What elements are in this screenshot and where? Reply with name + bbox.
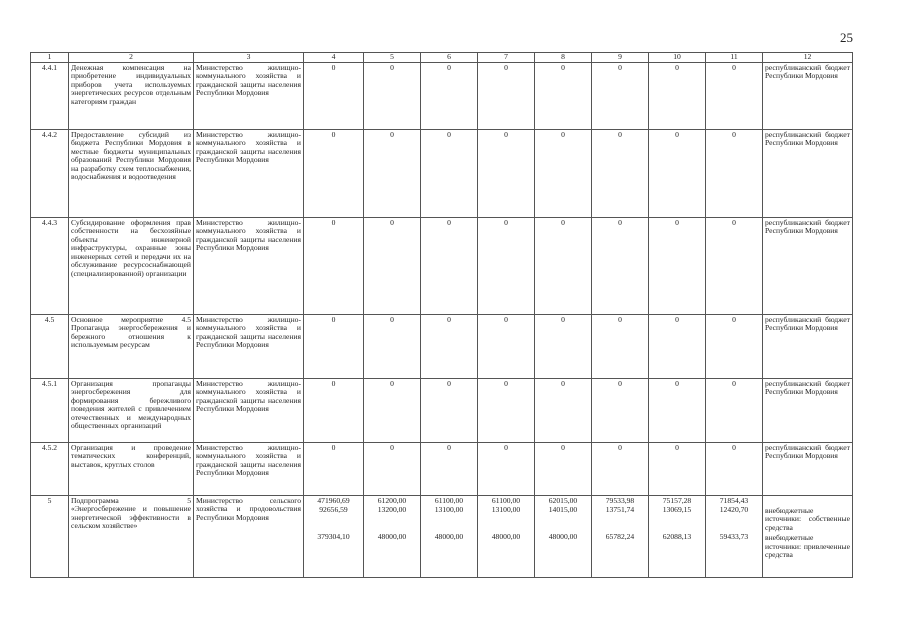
activity-name-cell: Организация и проведение тематических конференций, выставок, круглых столов xyxy=(69,442,194,495)
value-line: 48000,00 xyxy=(377,531,407,541)
column-header: 12 xyxy=(763,53,853,63)
activity-name-cell: Подпрограмма 5 «Энергосбережение и повышение энергетической эффективности в сельском хозяйстве» xyxy=(69,495,194,577)
value-line: 13200,00 xyxy=(377,505,407,514)
value-line: 71854,43 xyxy=(719,495,749,505)
value-stack-cell xyxy=(706,495,763,577)
program-table xyxy=(30,52,853,578)
value-line: 14015,00 xyxy=(548,505,578,514)
row-number-cell: 4.5 xyxy=(31,314,69,378)
value-cell: 0 xyxy=(364,314,421,378)
value-cell: 0 xyxy=(592,378,649,442)
value-cell: 0 xyxy=(304,442,364,495)
value-cell: 0 xyxy=(421,442,478,495)
value-line: 79533,98 xyxy=(605,495,635,505)
activity-name-cell: Денежная компенсация на приобретение индивидуальных приборов учета используемых энергетических ресурсов отдельным категориям граждан xyxy=(69,62,194,129)
value-cell: 0 xyxy=(304,217,364,314)
value-cell: 0 xyxy=(706,62,763,129)
column-header: 8 xyxy=(535,53,592,63)
value-cell: 0 xyxy=(421,378,478,442)
value-cell: 0 xyxy=(478,314,535,378)
column-header: 5 xyxy=(364,53,421,63)
value-line: 65782,24 xyxy=(605,531,635,541)
value-line: 61100,00 xyxy=(434,495,464,505)
table-row xyxy=(31,129,853,217)
value-line: 48000,00 xyxy=(491,531,521,541)
table-row xyxy=(31,62,853,129)
value-cell: 0 xyxy=(364,442,421,495)
value-cell: 0 xyxy=(478,442,535,495)
funding-source-cell: республиканский бюджет Республики Мордовия xyxy=(763,62,853,129)
value-cell: 0 xyxy=(478,378,535,442)
value-line: 13100,00 xyxy=(434,505,464,514)
value-cell: 0 xyxy=(421,314,478,378)
column-header: 2 xyxy=(69,53,194,63)
value-line: 13069,15 xyxy=(662,505,692,514)
column-header: 9 xyxy=(592,53,649,63)
value-line: 62015,00 xyxy=(548,495,578,505)
value-line: 48000,00 xyxy=(548,531,578,541)
row-number-cell: 4.4.3 xyxy=(31,217,69,314)
column-header: 3 xyxy=(194,53,304,63)
value-cell: 0 xyxy=(706,442,763,495)
row-number-cell: 5 xyxy=(31,495,69,577)
page-number: 25 xyxy=(840,30,853,45)
column-header: 4 xyxy=(304,53,364,63)
funding-source-line: внебюджетные источники: привлеченные средства xyxy=(765,533,850,559)
value-line: 48000,00 xyxy=(434,531,464,541)
value-stack-cell xyxy=(649,495,706,577)
value-line: 59433,73 xyxy=(719,531,749,541)
executor-cell: Министерство жилищно-коммунального хозяйства и гражданской защиты населения Республики Мордовия xyxy=(194,62,304,129)
value-cell: 0 xyxy=(478,62,535,129)
value-cell: 0 xyxy=(421,217,478,314)
column-header: 11 xyxy=(706,53,763,63)
row-number-cell: 4.5.1 xyxy=(31,378,69,442)
executor-cell: Министерство жилищно-коммунального хозяйства и гражданской защиты населения Республики Мордовия xyxy=(194,217,304,314)
value-cell: 0 xyxy=(421,62,478,129)
value-cell: 0 xyxy=(535,129,592,217)
value-cell: 0 xyxy=(592,217,649,314)
value-line: 13751,74 xyxy=(605,505,635,514)
value-cell: 0 xyxy=(706,217,763,314)
executor-cell: Министерство жилищно-коммунального хозяйства и гражданской защиты населения Республики Мордовия xyxy=(194,378,304,442)
value-cell: 0 xyxy=(649,217,706,314)
funding-source-cell: республиканский бюджет Республики Мордовия xyxy=(763,129,853,217)
value-cell: 0 xyxy=(649,442,706,495)
value-cell: 0 xyxy=(364,217,421,314)
value-stack-cell xyxy=(478,495,535,577)
value-cell: 0 xyxy=(649,378,706,442)
row-number-cell: 4.4.1 xyxy=(31,62,69,129)
value-cell: 0 xyxy=(364,62,421,129)
value-cell: 0 xyxy=(649,314,706,378)
value-cell: 0 xyxy=(592,314,649,378)
value-cell: 0 xyxy=(304,129,364,217)
executor-cell: Министерство сельского хозяйства и продовольствия Республики Мордовия xyxy=(194,495,304,577)
funding-source-cell: республиканский бюджет Республики Мордовия xyxy=(763,378,853,442)
value-cell: 0 xyxy=(592,442,649,495)
value-cell: 0 xyxy=(304,62,364,129)
value-cell: 0 xyxy=(535,378,592,442)
column-number-row xyxy=(31,53,853,63)
value-cell: 0 xyxy=(535,314,592,378)
value-cell: 0 xyxy=(304,314,364,378)
column-header: 6 xyxy=(421,53,478,63)
funding-source-cell xyxy=(763,495,853,577)
table-row xyxy=(31,378,853,442)
value-cell: 0 xyxy=(706,314,763,378)
funding-source-line: внебюджетные источники: собственные средства xyxy=(765,505,850,532)
funding-source-line xyxy=(765,497,850,505)
column-header: 10 xyxy=(649,53,706,63)
activity-name-cell: Субсидирование оформления прав собственности на бесхозяйные объекты инженерной инфраструктуры, охранные зоны инженерных сетей и передачи их на обслуживание ресурсоснабжающей (специализированной) организации xyxy=(69,217,194,314)
activity-name-cell: Организация пропаганды энергосбережения для формирования бережливого поведения жителей с привлечением отечественных и международных общественных организаций xyxy=(69,378,194,442)
table-row-subprogram xyxy=(31,495,853,577)
value-line: 92656,59 xyxy=(319,505,348,514)
value-cell: 0 xyxy=(364,129,421,217)
value-line: 61100,00 xyxy=(491,495,521,505)
value-line: 13100,00 xyxy=(491,505,521,514)
executor-cell: Министерство жилищно-коммунального хозяйства и гражданской защиты населения Республики Мордовия xyxy=(194,442,304,495)
value-cell: 0 xyxy=(535,62,592,129)
value-cell: 0 xyxy=(421,129,478,217)
value-cell: 0 xyxy=(592,62,649,129)
table-row xyxy=(31,314,853,378)
value-stack-cell xyxy=(592,495,649,577)
row-number-cell: 4.5.2 xyxy=(31,442,69,495)
value-cell: 0 xyxy=(364,378,421,442)
table-row xyxy=(31,217,853,314)
funding-source-cell: республиканский бюджет Республики Мордовия xyxy=(763,217,853,314)
activity-name-cell: Основное мероприятие 4.5 Пропаганда энергосбережения и бережного отношения к используемым ресурсам xyxy=(69,314,194,378)
value-cell: 0 xyxy=(649,129,706,217)
table-row xyxy=(31,442,853,495)
funding-source-cell: республиканский бюджет Республики Мордовия xyxy=(763,442,853,495)
funding-source-cell: республиканский бюджет Республики Мордовия xyxy=(763,314,853,378)
value-stack-cell xyxy=(535,495,592,577)
value-stack-cell xyxy=(421,495,478,577)
value-stack-cell xyxy=(364,495,421,577)
value-line: 61200,00 xyxy=(377,495,407,505)
column-header: 7 xyxy=(478,53,535,63)
value-line: 62088,13 xyxy=(662,531,692,541)
value-cell: 0 xyxy=(592,129,649,217)
value-line: 12420,70 xyxy=(719,505,749,514)
executor-cell: Министерство жилищно-коммунального хозяйства и гражданской защиты населения Республики Мордовия xyxy=(194,129,304,217)
value-cell: 0 xyxy=(706,378,763,442)
column-header: 1 xyxy=(31,53,69,63)
value-cell: 0 xyxy=(649,62,706,129)
value-line: 75157,28 xyxy=(662,495,692,505)
value-cell: 0 xyxy=(535,217,592,314)
value-cell: 0 xyxy=(304,378,364,442)
value-cell: 0 xyxy=(706,129,763,217)
value-stack-cell xyxy=(304,495,364,577)
row-number-cell: 4.4.2 xyxy=(31,129,69,217)
value-cell: 0 xyxy=(478,217,535,314)
value-cell: 0 xyxy=(478,129,535,217)
activity-name-cell: Предоставление субсидий из бюджета Республики Мордовия в местные бюджеты муниципальных образований Республики Мордовия на разработку схем теплоснабжения, водоснабжения и водоотведения xyxy=(69,129,194,217)
value-line: 471960,69 xyxy=(317,495,350,505)
value-line: 379304,10 xyxy=(317,531,350,541)
executor-cell: Министерство жилищно-коммунального хозяйства и гражданской защиты населения Республики Мордовия xyxy=(194,314,304,378)
value-cell: 0 xyxy=(535,442,592,495)
